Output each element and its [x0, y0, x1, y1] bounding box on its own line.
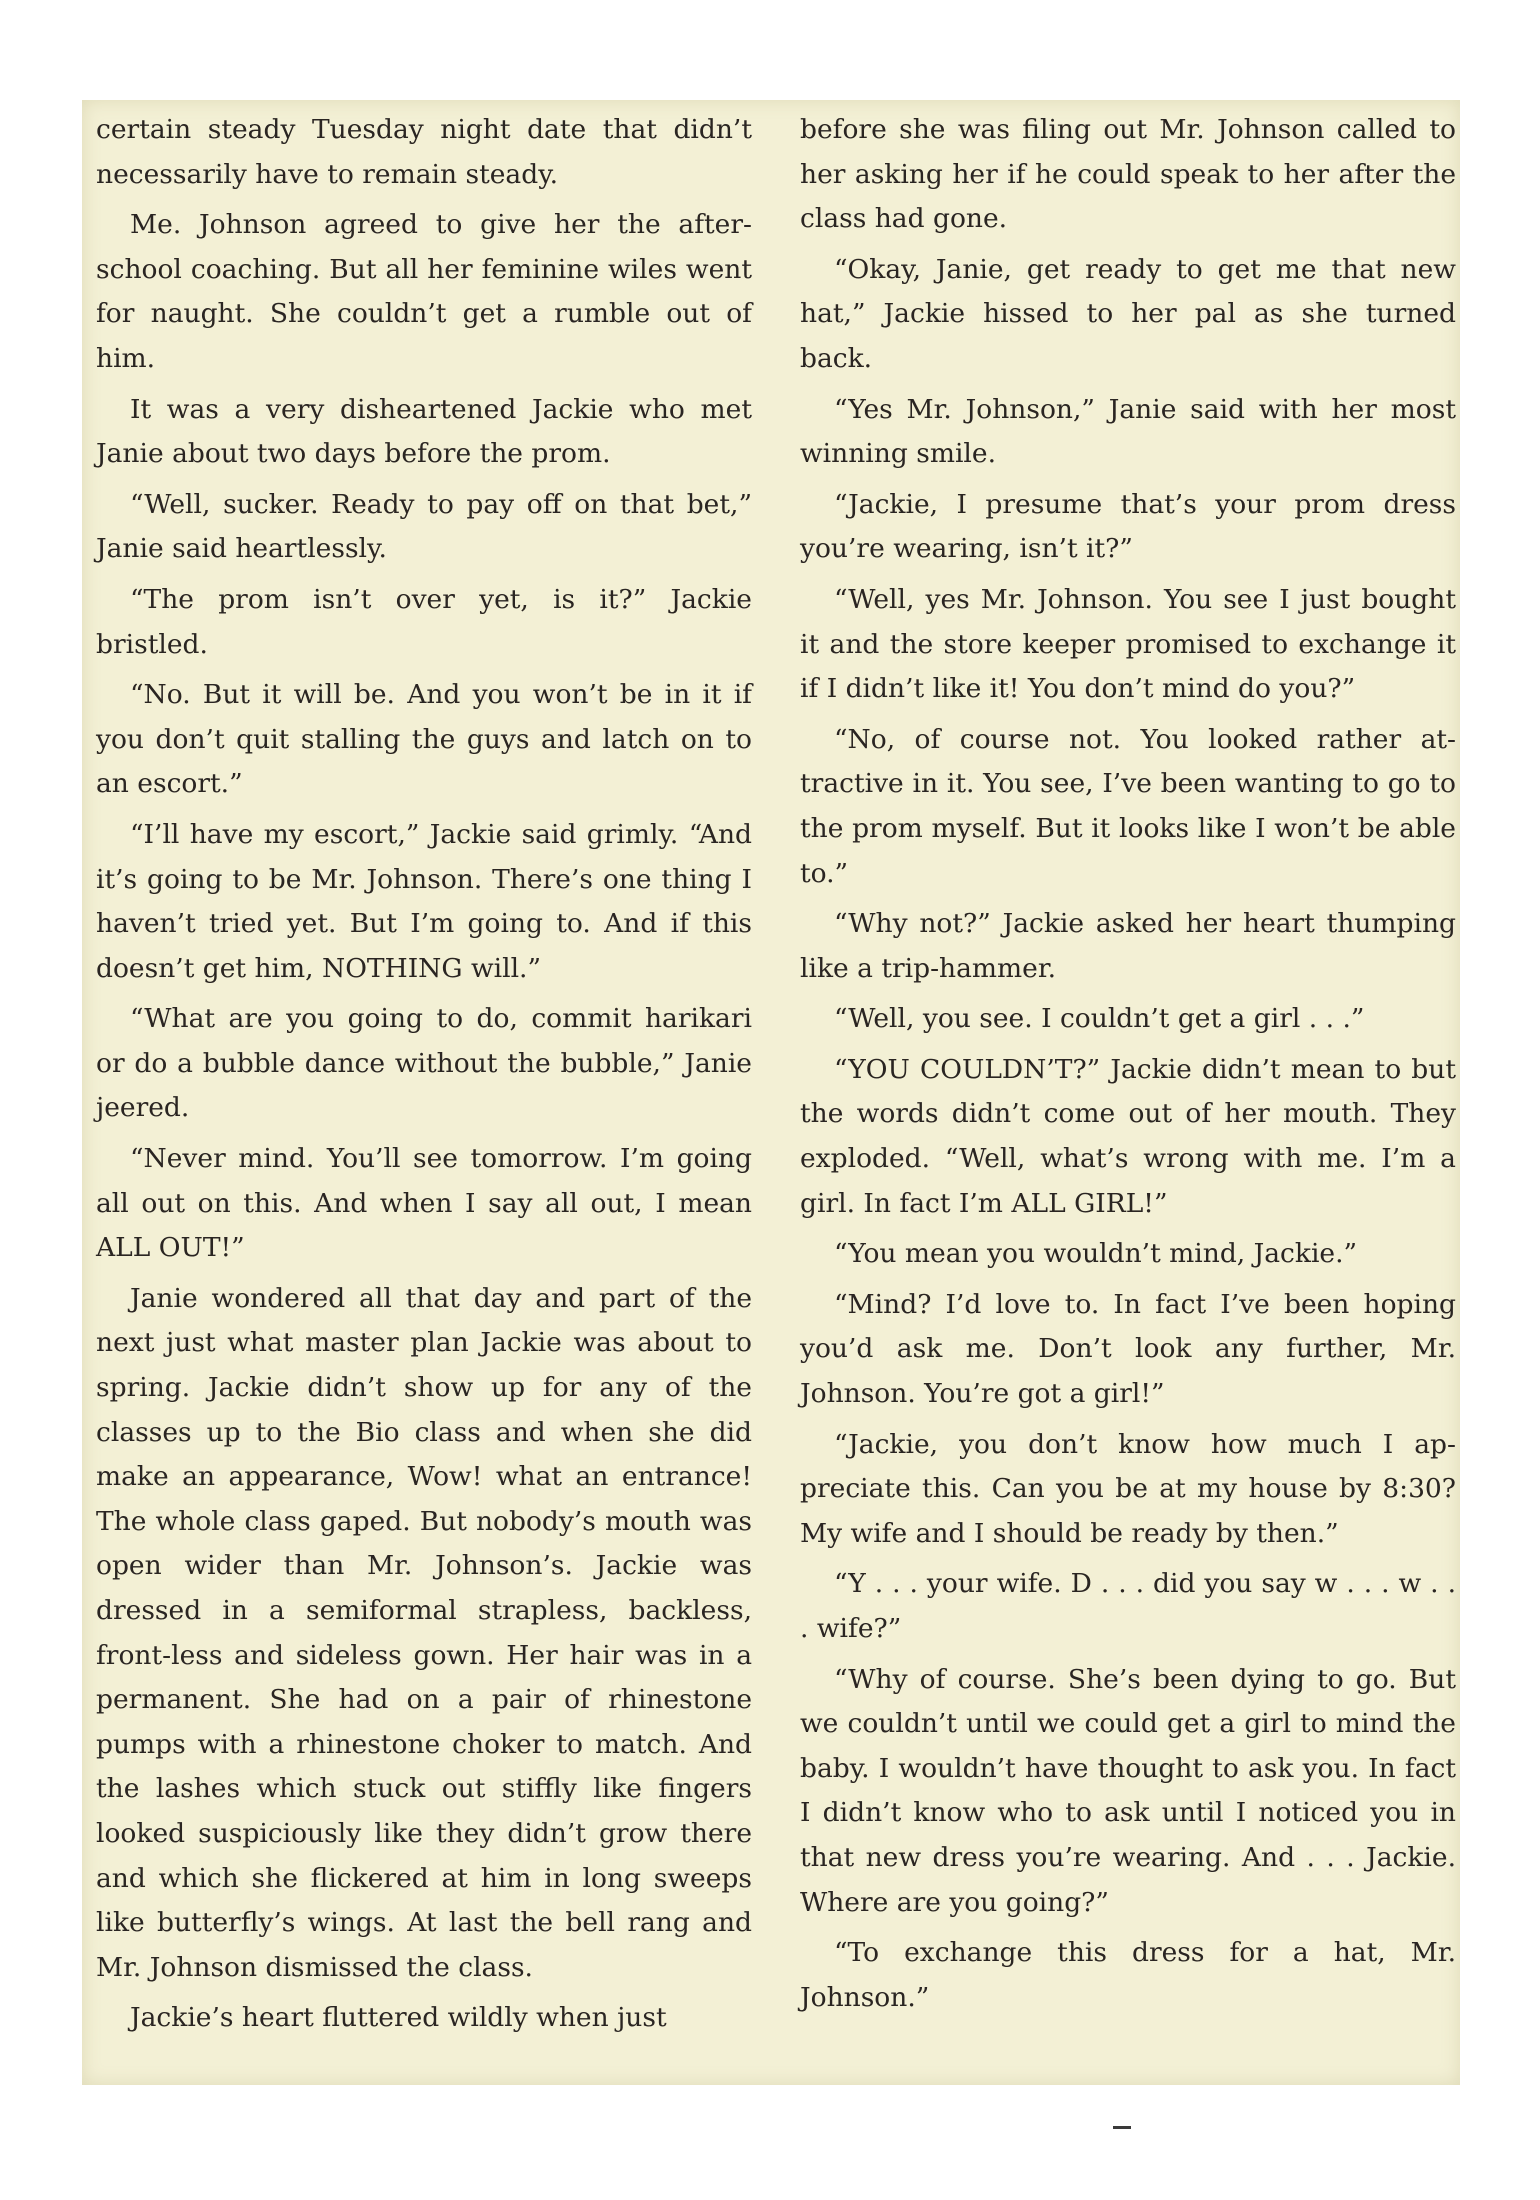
paragraph: “The prom isn’t over yet, is it?” Jackie bristled. [96, 583, 752, 660]
paragraph: “Why of course. She’s been dying to go. But we couldn’t until we could get a girl to mind the baby. I wouldn’t have thought to ask you. In fact I didn’t know who to ask until I noticed you in that new dress you’re wearing. And . . . Jackie. Where are you going?” [800, 1663, 1456, 1918]
paragraph: Jackie’s heart fluttered wildly when just [130, 2002, 667, 2034]
paragraph: “Y . . . your wife. D . . . did you say w . . . w . . . wife?” [800, 1568, 1456, 1644]
paragraph: Me. Johnson agreed to give her the afterschool coaching. But all her feminine wiles went for naught. She couldn’t get a rumble out of him. [96, 209, 752, 374]
left-column [96, 108, 752, 2047]
paragraph: “Well, you see. I couldn’t get a girl . . .” [834, 1003, 1365, 1035]
paragraph: “No. But it will be. And you won’t be in it if you don’t quit stalling the guys and latch on to an escort.” [96, 679, 752, 800]
paragraph: “You mean you wouldn’t mind, Jackie.” [834, 1238, 1358, 1270]
paragraph: “I’ll have my escort,” Jackie said grimly. “And it’s going to be Mr. Johnson. There’s one thing I haven’t tried yet. But I’m going to. And if this doesn’t get him, NOTHING will.” [96, 818, 752, 984]
page-mark [1113, 2126, 1131, 2129]
paragraph: “Well, sucker. Ready to pay off on that bet,” Janie said heartlessly. [96, 488, 752, 565]
paragraph: It was a very disheartened Jackie who met Janie about two days before the prom. [96, 393, 752, 470]
paragraph: “Why not?” Jackie asked her heart thumping like a trip-hammer. [800, 908, 1456, 984]
paragraph: “Jackie, I presume that’s your prom dress you’re wearing, isn’t it?” [800, 488, 1456, 565]
paragraph: “Never mind. You’ll see tomorrow. I’m going all out on this. And when I say all out, I mean ALL OUT!” [96, 1143, 752, 1264]
paragraph: “To exchange this dress for a hat, Mr. Johnson.” [800, 1937, 1456, 2013]
paragraph: “YOU COULDN’T?” Jackie didn’t mean to but the words didn’t come out of her mouth. They exploded. “Well, what’s wrong with me. I’m a girl. In fact I’m ALL GIRL!” [800, 1053, 1456, 1219]
paragraph: Janie wondered all that day and part of the next just what master plan Jackie was about to spring. Jackie didn’t show up for any of the classes up to the Bio class and when she did make an appearance, Wow! what an entrance! The whole class gaped. But nobody’s mouth was open wider than Mr. Johnson’s. Jackie was dressed in a semiformal strapless, backless, front-less and sideless gown. Her hair was in a permanent. She had on a pair of rhinestone pumps with a rhinestone choker to match. And the lashes which stuck out stiffly like fingers looked suspiciously like they didn’t grow there and which she flickered at him in long sweeps like butterfly’s wings. At last the bell rang and Mr. Johnson dismissed the class. [96, 1282, 752, 1983]
paragraph: “Mind? I’d love to. In fact I’ve been hoping you’d ask me. Don’t look any further, Mr. Johnson. You’re got a girl!” [800, 1288, 1456, 1410]
paragraph: “Jackie, you don’t know how much I appreciate this. Can you be at my house by 8:30? My wife and I should be ready by then.” [800, 1428, 1456, 1549]
paragraph: “Okay, Janie, get ready to get me that new hat,” Jackie hissed to her pal as she turned back. [800, 253, 1456, 374]
paragraph: “Well, yes Mr. Johnson. You see I just bought it and the store keeper promised to exchange it if I didn’t like it! You don’t mind do you?” [800, 583, 1456, 705]
paragraph: “What are you going to do, commit harikari or do a bubble dance without the bubble,” Janie jeered. [96, 1003, 752, 1124]
paragraph: certain steady Tuesday night date that didn’t necessarily have to remain steady. [96, 114, 752, 190]
paragraph: “No, of course not. You looked rather attractive in it. You see, I’ve been wanting to go to the prom myself. But it looks like I won’t be able to.” [800, 723, 1456, 889]
paragraph: “Yes Mr. Johnson,” Janie said with her most winning smile. [800, 393, 1456, 470]
right-column [800, 108, 1456, 2026]
paragraph: before she was filing out Mr. Johnson called to her asking her if he could speak to her after the class had gone. [800, 114, 1456, 235]
